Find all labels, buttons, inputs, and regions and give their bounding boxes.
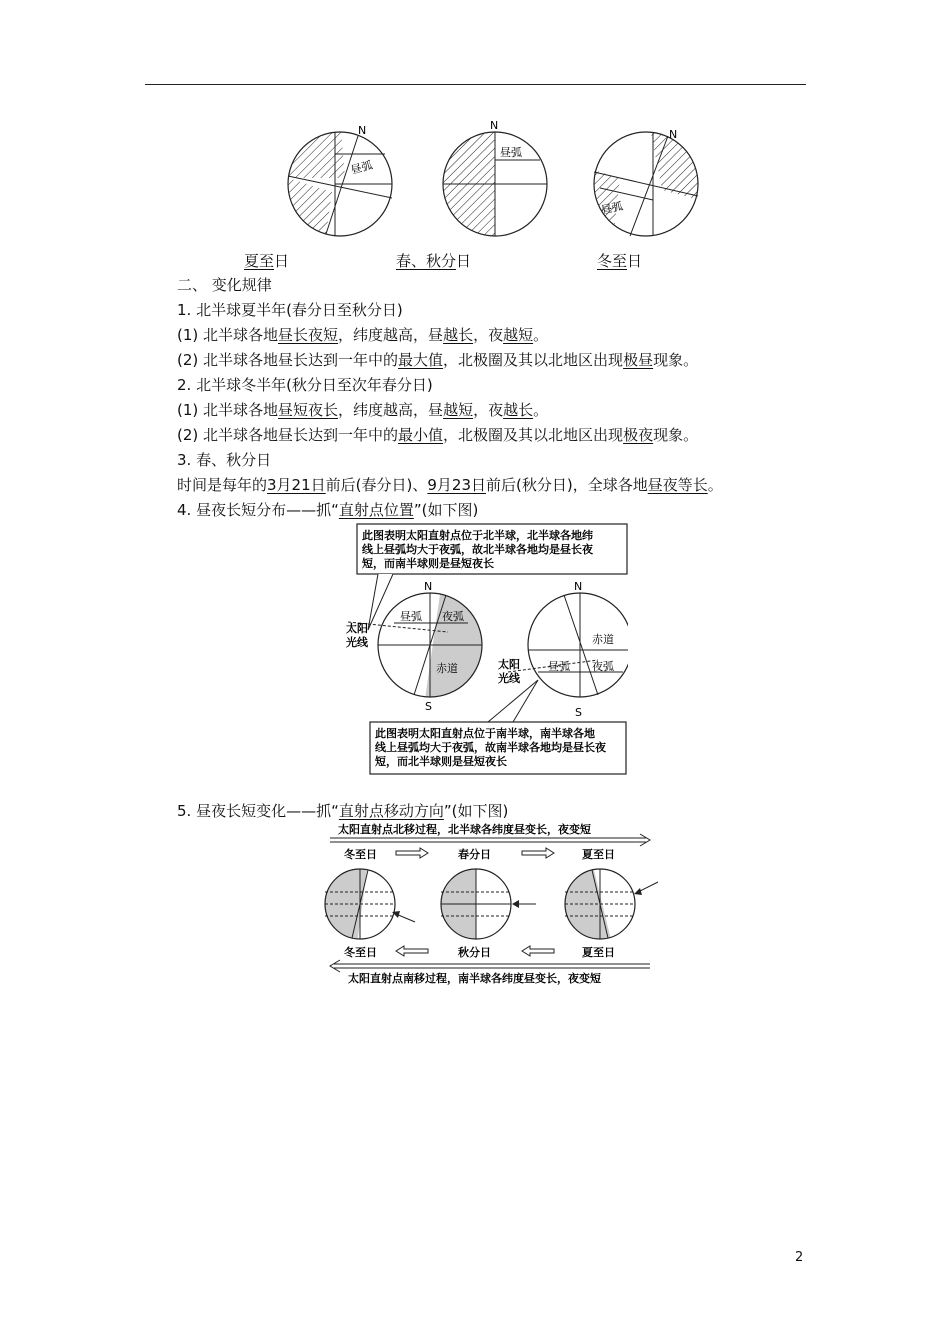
box1-line3: 短，而南半球则是昼短夜长 [362,557,494,570]
s2-line1: (1) 北半球各地昼短夜长，纬度越高，昼越短，夜越长。 [177,401,549,419]
fig4-equator-left: 赤道 [436,662,458,675]
fig4-day-arc-left: 昼弧 [400,610,422,623]
fig4-equator-right: 赤道 [592,633,614,646]
s5-title: 5. 昼夜长短变化——抓“直射点移动方向”(如下图) [177,802,509,820]
day-arc-label: 昼弧 [599,199,625,217]
fig4-n-right: N [574,580,583,593]
day-arc-label: 昼弧 [500,146,522,159]
fig5-top-label-1: 冬至日 [344,848,377,861]
north-label: N [669,128,678,141]
header-rule [145,84,806,85]
fig5-bottom-label-2: 秋分日 [458,946,491,959]
fig4-sun-right-1: 太阳 [498,658,520,671]
fig5-bottom-label-3: 夏至日 [582,946,615,959]
fig4-night-arc-left: 夜弧 [442,610,464,623]
fig5-top-label-3: 夏至日 [582,848,615,861]
day-arc-label: 昼弧 [349,158,375,177]
box2-line3: 短，而北半球则是昼短夜长 [375,755,507,768]
page-number: 2 [795,1250,804,1265]
box1-line2: 线上昼弧均大于夜弧，故北半球各地均是昼长夜 [362,543,593,556]
fig5-top-label-2: 春分日 [458,848,491,861]
box1-line1: 此图表明太阳直射点位于北半球，北半球各地纬 [362,529,593,542]
fig4-n-left: N [424,580,433,593]
s2-title: 2. 北半球冬半年(秋分日至次年春分日) [177,376,433,394]
caption-winter: 冬至日 [597,252,643,270]
s3-line1: 时间是每年的3月21日前后(春分日)、9月23日前后(秋分日)，全球各地昼夜等长。 [177,476,723,494]
fig5-bottom-banner: 太阳直射点南移过程，南半球各纬度昼变长，夜变短 [348,972,601,985]
globe-winter-solstice [594,118,700,248]
fig4-sun-right-2: 光线 [498,672,520,685]
fig4-s-right: S [575,706,582,719]
caption-equinox: 春、秋分日 [396,252,472,270]
s1-title: 1. 北半球夏半年(春分日至秋分日) [177,301,403,319]
s3-title: 3. 春、秋分日 [177,451,272,469]
north-label: N [358,124,367,137]
direct-point-movement-figure [320,822,660,986]
section-heading: 二、 变化规律 [177,276,272,294]
fig4-s-left: S [425,700,432,713]
box2-line1: 此图表明太阳直射点位于南半球，南半球各地 [375,727,595,740]
s4-title: 4. 昼夜长短分布——抓“直射点位置”(如下图) [177,501,479,519]
fig4-day-arc-right: 昼弧 [548,660,570,673]
fig4-night-arc-right: 夜弧 [592,660,614,673]
s1-line2: (2) 北半球各地昼长达到一年中的最大值，北极圈及其以北地区出现极昼现象。 [177,351,699,369]
solstice-equinox-globes-figure [270,118,720,248]
fig5-bottom-label-1: 冬至日 [344,946,377,959]
s2-line2: (2) 北半球各地昼长达到一年中的最小值，北极圈及其以北地区出现极夜现象。 [177,426,699,444]
fig5-top-banner: 太阳直射点北移过程，北半球各纬度昼变长，夜变短 [338,823,591,836]
fig4-sun-left-2: 光线 [346,636,368,649]
direct-point-position-figure [338,520,628,780]
fig4-sun-left-1: 太阳 [346,622,368,635]
caption-summer: 夏至日 [244,252,290,270]
globe-summer-solstice [288,118,392,248]
box2-line2: 线上昼弧均大于夜弧，故南半球各地均是昼长夜 [375,741,606,754]
north-label: N [490,119,499,132]
s1-line1: (1) 北半球各地昼长夜短，纬度越高，昼越长，夜越短。 [177,326,549,344]
